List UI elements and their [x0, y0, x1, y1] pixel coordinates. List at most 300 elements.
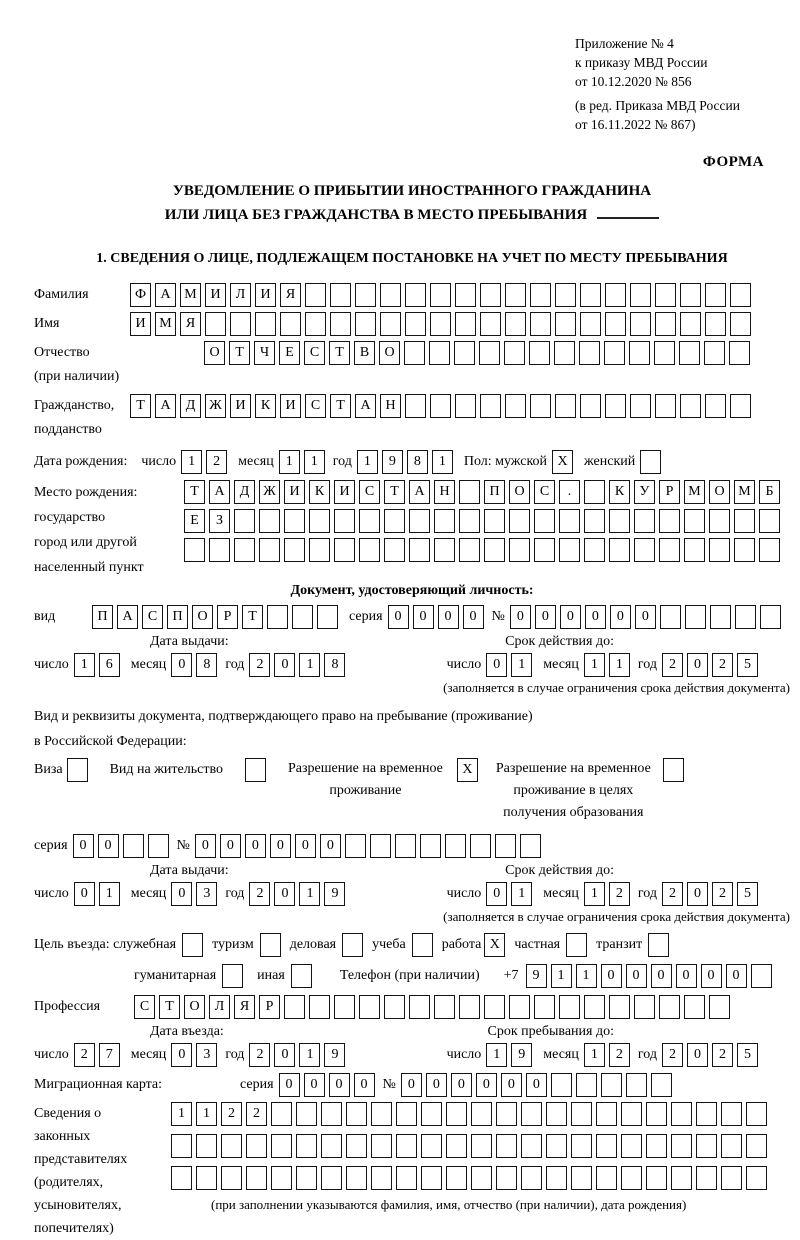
doc-number-label: №	[491, 609, 505, 624]
form-cell	[309, 538, 330, 562]
doc-kind-cells	[92, 605, 338, 629]
form-cell	[529, 341, 550, 365]
form-cell: И	[130, 312, 151, 336]
form-cell	[734, 509, 755, 533]
form-cell: Р	[659, 480, 680, 504]
forma-label: ФОРМА	[702, 154, 764, 170]
mig-series-label: серия	[240, 1077, 274, 1092]
doc-dates-row	[34, 653, 758, 677]
purpose-humanitarian-checkbox	[222, 964, 243, 988]
form-cell	[479, 341, 500, 365]
form-cell: И	[334, 480, 355, 504]
form-cell	[246, 1166, 267, 1190]
form-cell	[455, 394, 476, 418]
form-cell	[646, 1102, 667, 1126]
doc-valid-day-cells	[486, 653, 532, 677]
form-cell: 2	[662, 882, 683, 906]
form-cell	[605, 394, 626, 418]
form-cell: 0	[426, 1073, 447, 1097]
form-cell	[405, 394, 426, 418]
form-cell	[530, 312, 551, 336]
form-cell: У	[634, 480, 655, 504]
entry-year-cells	[249, 1043, 345, 1067]
form-cell: И	[284, 480, 305, 504]
form-cell	[659, 538, 680, 562]
form-cell: О	[509, 480, 530, 504]
form-cell	[509, 538, 530, 562]
purpose-business-item	[290, 933, 363, 957]
form-cell	[626, 1073, 647, 1097]
form-cell: Н	[434, 480, 455, 504]
surname-row	[34, 283, 790, 307]
form-cell: 0	[676, 964, 697, 988]
representatives-label: Сведения о законных представителях (родителях, усыновителях, попечителях)	[34, 1106, 128, 1236]
form-cell: 2	[249, 882, 270, 906]
form-cell	[521, 1166, 542, 1190]
permit-series-label: серия	[34, 838, 68, 853]
form-cell: Т	[184, 480, 205, 504]
form-cell: А	[409, 480, 430, 504]
form-cell	[484, 995, 505, 1019]
form-cell: И	[205, 283, 226, 307]
form-cell: 0	[438, 605, 459, 629]
form-title	[34, 179, 790, 227]
form-cell	[709, 538, 730, 562]
form-cell: 1	[171, 1102, 192, 1126]
form-cell	[484, 538, 505, 562]
form-cell: З	[209, 509, 230, 533]
form-cell	[222, 964, 243, 988]
form-cell: Т	[384, 480, 405, 504]
visa-checkbox	[67, 758, 88, 782]
purpose-study-label: учеба	[372, 937, 406, 952]
form-cell: 0	[98, 834, 119, 858]
day-label: число	[446, 886, 482, 901]
edu-permit-item	[496, 758, 684, 824]
form-cell	[655, 283, 676, 307]
form-cell	[505, 312, 526, 336]
form-cell	[171, 1166, 192, 1190]
form-cell	[496, 1102, 517, 1126]
form-cell: 9	[382, 450, 403, 474]
representatives-block	[34, 1102, 790, 1240]
form-cell	[345, 834, 366, 858]
form-cell	[334, 538, 355, 562]
form-cell	[370, 834, 391, 858]
permit-issue-month-cells	[171, 882, 217, 906]
form-cell: 1	[584, 653, 605, 677]
form-cell: А	[155, 394, 176, 418]
form-cell	[296, 1102, 317, 1126]
entry-month-cells	[171, 1043, 217, 1067]
form-cell	[555, 394, 576, 418]
form-cell	[271, 1134, 292, 1158]
form-cell: 9	[511, 1043, 532, 1067]
form-cell: О	[204, 341, 225, 365]
form-cell: А	[155, 283, 176, 307]
form-cell: 2	[249, 1043, 270, 1067]
birth-place-label: Место рождения: государство город или другой населенный пункт	[34, 485, 144, 575]
form-cell	[480, 394, 501, 418]
form-cell	[471, 1166, 492, 1190]
surname-label: Фамилия	[34, 287, 89, 302]
form-cell: Я	[234, 995, 255, 1019]
appendix-block	[575, 34, 790, 134]
form-cell	[430, 283, 451, 307]
purpose-transit-item	[596, 933, 669, 957]
form-cell: Д	[234, 480, 255, 504]
form-cell	[709, 995, 730, 1019]
form-cell: 1	[181, 450, 202, 474]
month-label: месяц	[543, 886, 579, 901]
form-cell: 0	[74, 882, 95, 906]
purpose-transit-checkbox	[648, 933, 669, 957]
form-cell: 1	[74, 653, 95, 677]
form-cell	[334, 995, 355, 1019]
form-cell	[359, 509, 380, 533]
form-cell: 0	[245, 834, 266, 858]
form-cell	[710, 605, 731, 629]
edition-line: (в ред. Приказа МВД России	[575, 98, 740, 113]
form-cell	[409, 538, 430, 562]
edition-line: от 16.11.2022 № 867)	[575, 117, 696, 132]
form-cell	[284, 538, 305, 562]
permit-valid-day-cells	[486, 882, 532, 906]
form-cell	[551, 1073, 572, 1097]
day-label: число	[141, 454, 177, 469]
name-label: Имя	[34, 316, 60, 331]
form-cell	[730, 312, 751, 336]
form-cell	[759, 509, 780, 533]
form-cell: 0	[195, 834, 216, 858]
purpose-humanitarian-label: гуманитарная	[134, 968, 217, 983]
form-cell: 2	[662, 653, 683, 677]
form-cell: 0	[526, 1073, 547, 1097]
permit-issue-date-group	[34, 882, 345, 906]
form-cell	[234, 538, 255, 562]
form-cell: 5	[737, 1043, 758, 1067]
form-cell	[234, 509, 255, 533]
doc-issue-day-cells	[74, 653, 120, 677]
purpose-tourism-label: туризм	[212, 937, 254, 952]
form-cell	[430, 312, 451, 336]
form-cell: А	[355, 394, 376, 418]
purpose-private-label: частная	[514, 937, 561, 952]
form-cell: 2	[662, 1043, 683, 1067]
day-label: число	[446, 1047, 482, 1062]
form-cell: А	[117, 605, 138, 629]
form-cell: 7	[99, 1043, 120, 1067]
representatives-row1-cells	[171, 1102, 767, 1126]
form-cell: 0	[270, 834, 291, 858]
form-cell	[584, 480, 605, 504]
form-cell	[584, 995, 605, 1019]
form-cell	[459, 995, 480, 1019]
form-cell	[445, 834, 466, 858]
form-cell: 0	[535, 605, 556, 629]
birth-place-row3-cells	[184, 538, 780, 562]
form-cell	[296, 1134, 317, 1158]
month-label: месяц	[130, 886, 167, 901]
form-cell: 0	[451, 1073, 472, 1097]
phone-label: Телефон (при наличии)	[339, 968, 480, 983]
form-cell: 0	[585, 605, 606, 629]
form-cell	[696, 1102, 717, 1126]
phone-prefix: +7	[503, 968, 519, 983]
form-cell	[430, 394, 451, 418]
form-cell	[230, 312, 251, 336]
form-cell: Р	[217, 605, 238, 629]
permit-issue-date-label: Дата выдачи:	[150, 863, 229, 878]
temp-permit-item	[288, 758, 478, 802]
form-cell	[496, 1134, 517, 1158]
form-cell	[630, 283, 651, 307]
permit-valid-date-group	[447, 882, 758, 906]
form-cell: 2	[249, 653, 270, 677]
form-cell: 0	[701, 964, 722, 988]
form-cell	[421, 1166, 442, 1190]
form-cell: Я	[280, 283, 301, 307]
form-cell	[182, 933, 203, 957]
form-cell: 0	[329, 1073, 350, 1097]
form-cell	[421, 1134, 442, 1158]
form-cell: С	[534, 480, 555, 504]
doc-issue-date-label: Дата выдачи:	[150, 634, 229, 649]
form-cell	[721, 1134, 742, 1158]
form-cell: О	[184, 995, 205, 1019]
form-cell: 1	[511, 653, 532, 677]
form-cell	[305, 283, 326, 307]
purpose-business-checkbox	[342, 933, 363, 957]
temp-permit-label: Разрешение на временное проживание	[287, 761, 443, 798]
permit-date-labels	[34, 863, 790, 879]
stay-until-group	[447, 1043, 758, 1067]
year-label: год	[225, 1047, 245, 1062]
purpose-business-label: деловая	[289, 937, 337, 952]
form-cell	[634, 538, 655, 562]
form-cell	[292, 605, 313, 629]
form-cell: К	[609, 480, 630, 504]
form-cell: 0	[463, 605, 484, 629]
form-cell	[412, 933, 433, 957]
form-cell: 0	[274, 1043, 295, 1067]
form-cell	[271, 1166, 292, 1190]
form-cell: Л	[209, 995, 230, 1019]
form-cell: 0	[388, 605, 409, 629]
form-cell	[321, 1134, 342, 1158]
form-cell: 0	[320, 834, 341, 858]
form-cell: Т	[229, 341, 250, 365]
name-cells	[130, 312, 751, 336]
form-cell	[709, 509, 730, 533]
phone-cells	[526, 964, 772, 988]
form-cell	[267, 605, 288, 629]
form-cell	[679, 341, 700, 365]
profession-label: Профессия	[34, 999, 101, 1014]
doc-issue-date-group	[34, 653, 345, 677]
form-cell	[566, 933, 587, 957]
purpose-study-item	[372, 933, 433, 957]
day-label: число	[34, 657, 69, 672]
residence-permit-checkbox	[245, 758, 266, 782]
form-cell	[196, 1166, 217, 1190]
purpose-work-label: работа	[441, 937, 482, 952]
form-cell: 8	[407, 450, 428, 474]
form-cell	[651, 1073, 672, 1097]
form-cell: 2	[712, 882, 733, 906]
section1-heading: 1. СВЕДЕНИЯ О ЛИЦЕ, ПОДЛЕЖАЩЕМ ПОСТАНОВКЕ НА УЧЕТ ПО МЕСТУ ПРЕБЫВАНИЯ	[96, 251, 728, 266]
purpose-other-checkbox	[291, 964, 312, 988]
form-cell	[634, 995, 655, 1019]
residence-permit-label: Вид на жительство	[109, 762, 223, 777]
purpose-private-checkbox	[566, 933, 587, 957]
form-cell	[504, 341, 525, 365]
residence-checkbox-row	[34, 758, 790, 824]
form-cell	[334, 509, 355, 533]
form-cell	[309, 995, 330, 1019]
doc-date-labels	[34, 634, 790, 650]
form-cell	[404, 341, 425, 365]
form-cell	[546, 1102, 567, 1126]
purpose-other-item	[257, 964, 312, 988]
form-cell	[330, 283, 351, 307]
form-cell: И	[255, 283, 276, 307]
form-cell	[291, 964, 312, 988]
form-cell	[729, 341, 750, 365]
form-cell: А	[209, 480, 230, 504]
form-cell: 1	[511, 882, 532, 906]
purpose-official-item	[34, 933, 203, 957]
form-cell	[459, 538, 480, 562]
form-cell	[434, 538, 455, 562]
form-cell	[434, 509, 455, 533]
form-cell: 1	[576, 964, 597, 988]
form-cell: М	[155, 312, 176, 336]
form-cell: X	[484, 933, 505, 957]
form-cell	[346, 1166, 367, 1190]
form-cell	[395, 834, 416, 858]
form-cell	[123, 834, 144, 858]
form-cell: Я	[180, 312, 201, 336]
form-cell: 0	[687, 1043, 708, 1067]
doc-valid-month-cells	[584, 653, 630, 677]
form-cell	[405, 283, 426, 307]
form-cell: 0	[476, 1073, 497, 1097]
month-label: месяц	[130, 657, 167, 672]
form-cell: Т	[130, 394, 151, 418]
permit-series-cells	[73, 834, 169, 858]
form-cell	[184, 538, 205, 562]
form-cell	[280, 312, 301, 336]
form-cell	[596, 1134, 617, 1158]
form-cell: 2	[74, 1043, 95, 1067]
form-cell	[584, 509, 605, 533]
form-cell	[380, 312, 401, 336]
form-cell: 0	[413, 605, 434, 629]
citizenship-row	[34, 394, 790, 442]
form-cell	[255, 312, 276, 336]
form-cell	[67, 758, 88, 782]
title-line1: УВЕДОМЛЕНИЕ О ПРИБЫТИИ ИНОСТРАННОГО ГРАЖДАНИНА	[172, 183, 652, 199]
form-cell	[734, 538, 755, 562]
form-cell: 0	[73, 834, 94, 858]
form-cell: Д	[180, 394, 201, 418]
form-cell	[580, 394, 601, 418]
surname-cells	[130, 283, 751, 307]
identity-doc-heading: Документ, удостоверяющий личность:	[290, 583, 534, 598]
form-cell	[480, 283, 501, 307]
purpose-work-item	[442, 933, 506, 957]
form-cell	[371, 1102, 392, 1126]
form-cell	[580, 312, 601, 336]
form-cell	[705, 283, 726, 307]
form-cell	[470, 834, 491, 858]
title-line2: ИЛИ ЛИЦА БЕЗ ГРАЖДАНСТВА В МЕСТО ПРЕБЫВАНИЯ	[164, 207, 588, 223]
form-cell	[221, 1166, 242, 1190]
form-cell: 3	[196, 1043, 217, 1067]
form-cell	[671, 1166, 692, 1190]
permit-valid-year-cells	[662, 882, 758, 906]
form-cell: 0	[486, 882, 507, 906]
form-cell	[396, 1134, 417, 1158]
form-cell: 0	[279, 1073, 300, 1097]
form-cell	[521, 1102, 542, 1126]
form-cell: 5	[737, 882, 758, 906]
form-cell: Б	[759, 480, 780, 504]
form-cell: Ж	[205, 394, 226, 418]
form-cell: 2	[221, 1102, 242, 1126]
form-cell	[534, 538, 555, 562]
form-cell	[680, 283, 701, 307]
form-cell	[330, 312, 351, 336]
form-cell	[554, 341, 575, 365]
profession-cells	[134, 995, 730, 1019]
form-cell	[446, 1102, 467, 1126]
form-cell	[305, 312, 326, 336]
purpose-work-checkbox	[484, 933, 505, 957]
form-cell: Ч	[254, 341, 275, 365]
form-cell	[646, 1166, 667, 1190]
sex-male-label: Пол: мужской	[463, 454, 548, 469]
form-cell: 0	[401, 1073, 422, 1097]
male-checkbox	[552, 450, 573, 474]
form-cell	[555, 283, 576, 307]
form-cell: О	[709, 480, 730, 504]
form-cell	[471, 1102, 492, 1126]
residence-permit-item	[110, 758, 266, 782]
birth-year-cells	[357, 450, 453, 474]
form-cell	[384, 995, 405, 1019]
form-cell	[259, 509, 280, 533]
birth-day-cells	[181, 450, 227, 474]
form-cell	[421, 1102, 442, 1126]
form-cell	[659, 995, 680, 1019]
form-cell	[596, 1166, 617, 1190]
form-cell: 1	[584, 882, 605, 906]
form-cell	[359, 538, 380, 562]
form-cell: 2	[246, 1102, 267, 1126]
form-cell	[196, 1134, 217, 1158]
form-cell: Е	[184, 509, 205, 533]
permit-valid-month-cells	[584, 882, 630, 906]
form-cell: 5	[737, 653, 758, 677]
form-cell: 0	[635, 605, 656, 629]
form-cell	[621, 1166, 642, 1190]
form-cell: 0	[171, 1043, 192, 1067]
form-cell: Е	[279, 341, 300, 365]
entry-date-group	[34, 1043, 345, 1067]
migration-card-label: Миграционная карта:	[34, 1077, 163, 1092]
